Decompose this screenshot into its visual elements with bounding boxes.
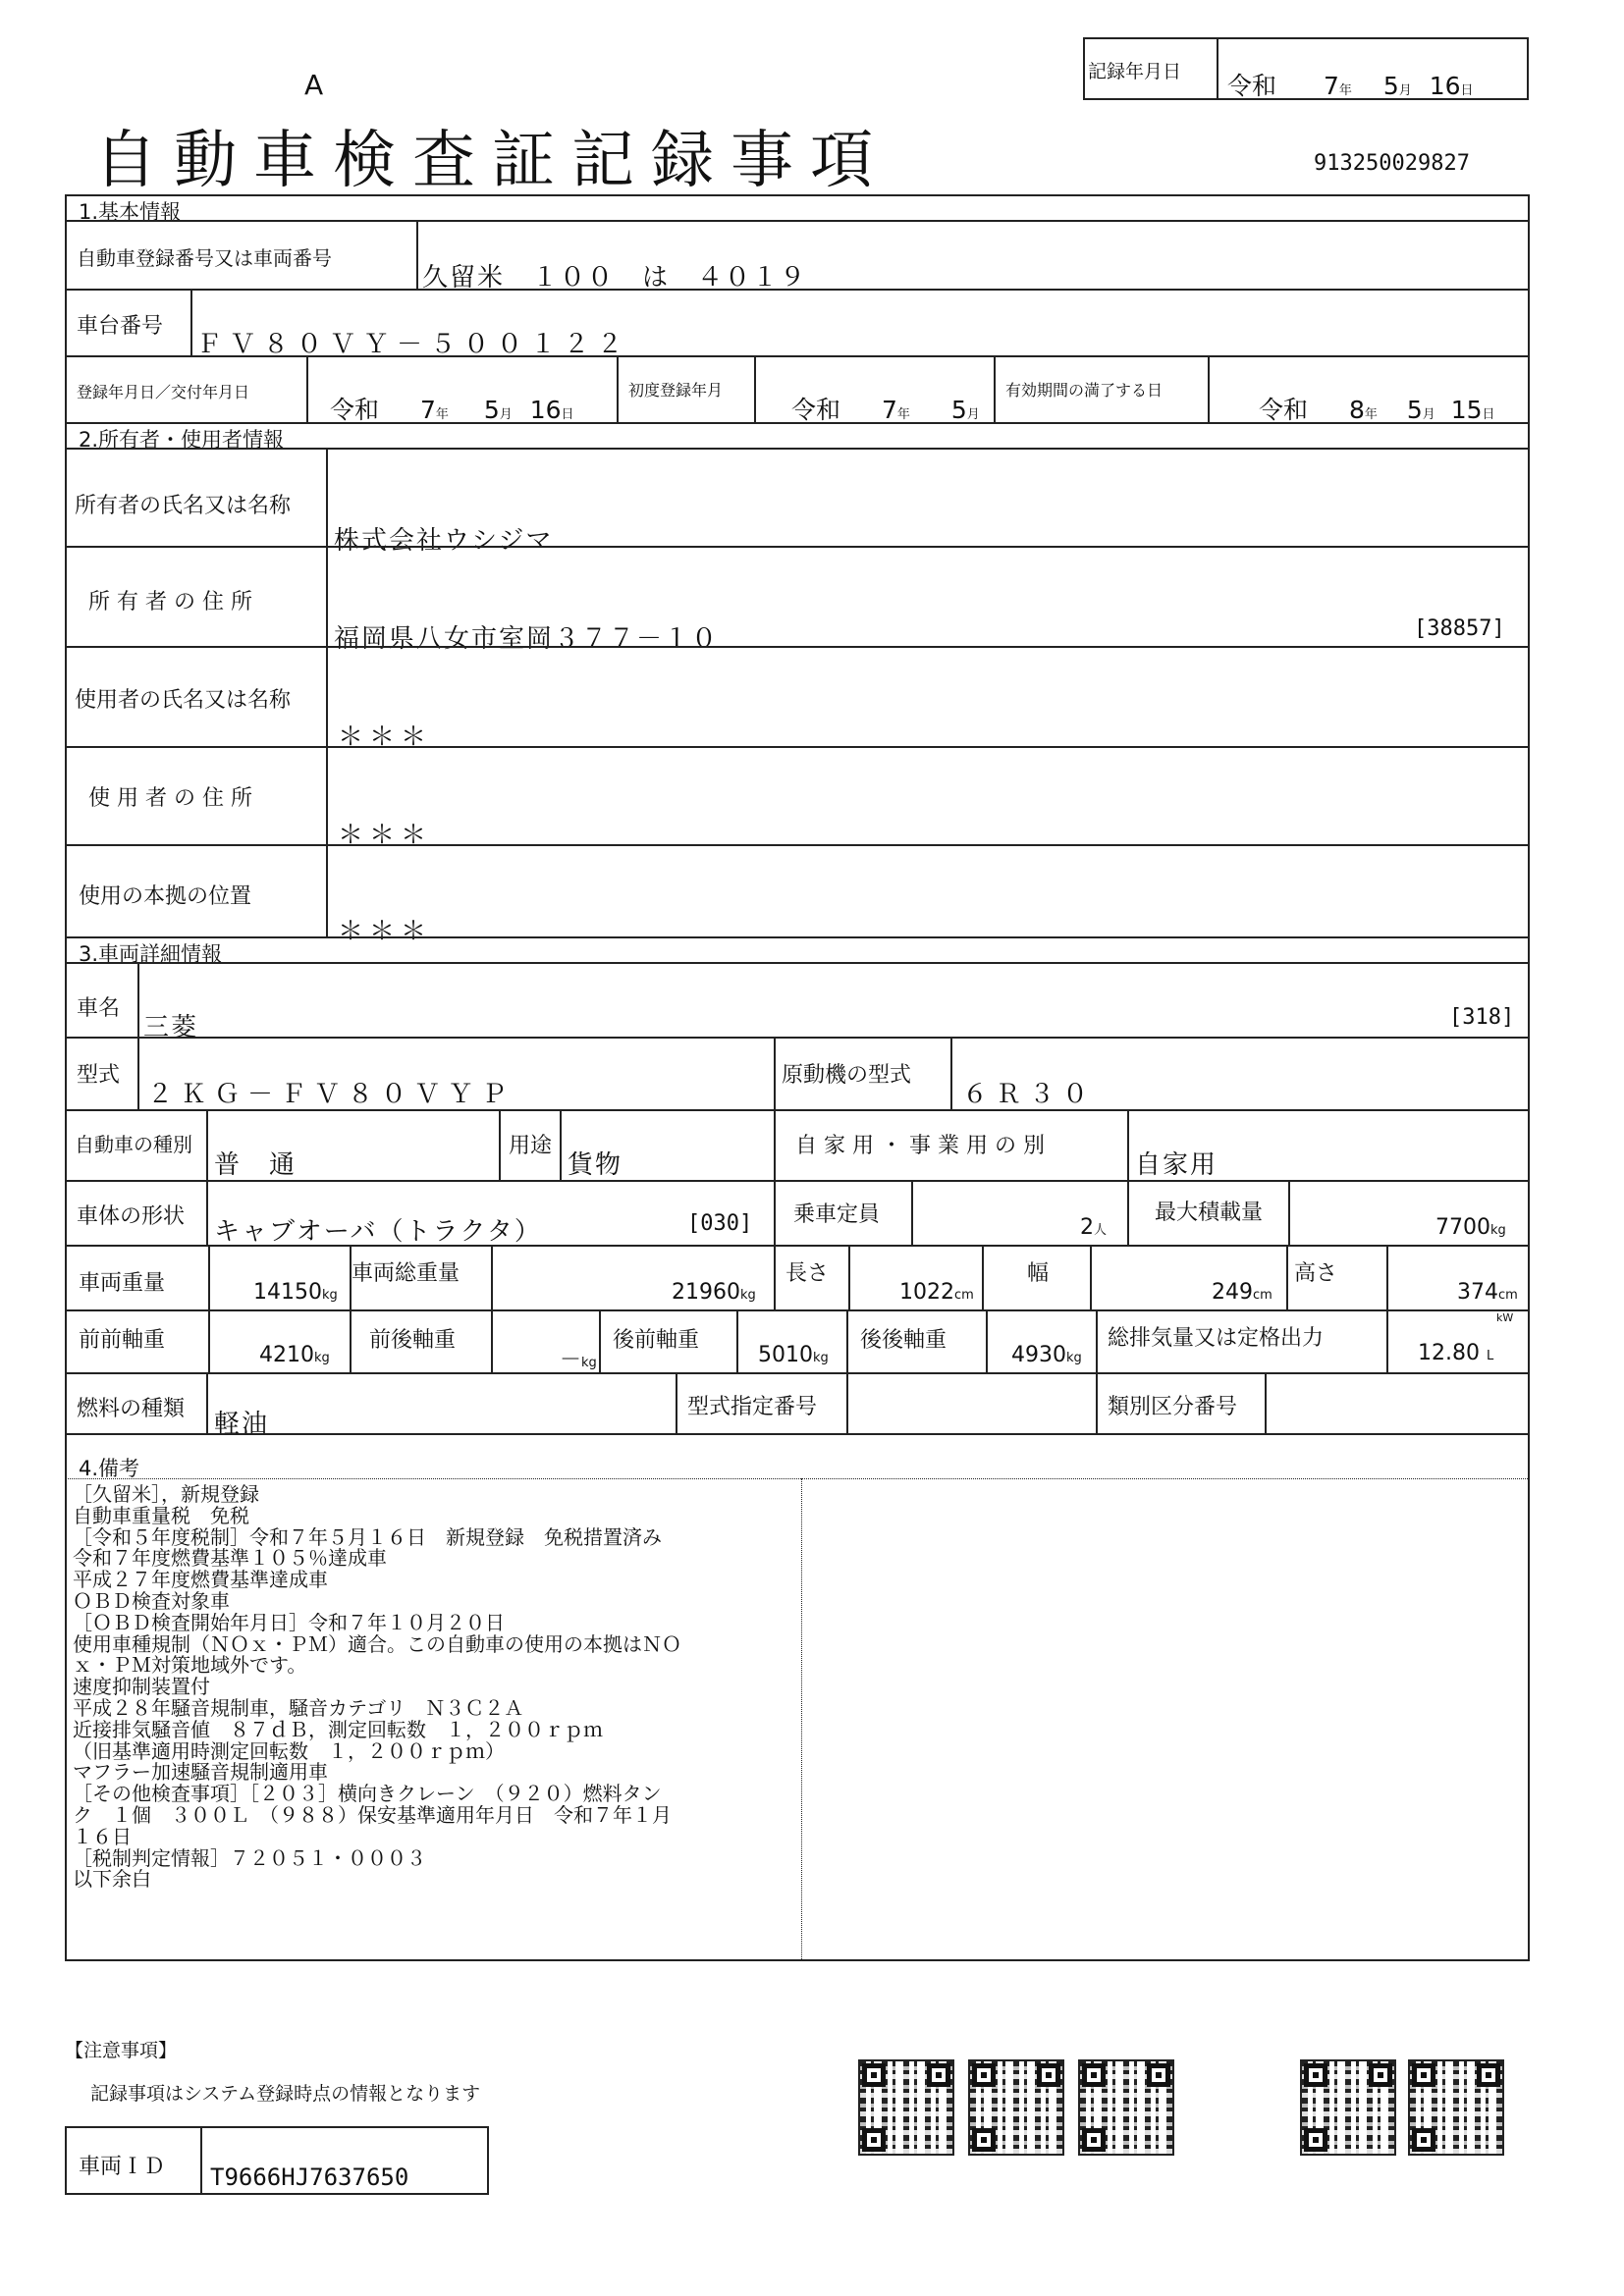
car-name-label: 車名 bbox=[77, 996, 121, 1021]
fr-axle-value: －kg bbox=[560, 1348, 597, 1372]
vehicle-type-value: 普 通 bbox=[214, 1150, 298, 1180]
vehicle-weight-value: 14150kg bbox=[253, 1280, 338, 1305]
section1-heading: 1.基本情報 bbox=[79, 200, 182, 224]
remark-line: ［久留米］，新規登録 bbox=[73, 1482, 259, 1506]
qr-code-1 bbox=[858, 2059, 954, 2156]
reg-number-value: 久留米 １００ は ４０１９ bbox=[422, 263, 808, 293]
expiry-value: 令和 8年 5月 15日 bbox=[1259, 396, 1495, 424]
reg-date-value: 令和 7年 5月 16日 bbox=[330, 396, 574, 424]
fr-axle-label: 前後軸重 bbox=[369, 1328, 457, 1353]
qr-code-2 bbox=[968, 2059, 1064, 2156]
section2-heading: 2.所有者・使用者情報 bbox=[79, 428, 285, 452]
private-business-value: 自家用 bbox=[1135, 1150, 1218, 1180]
notes-text: 記録事項はシステム登録時点の情報となります bbox=[90, 2083, 481, 2105]
height-label: 高さ bbox=[1294, 1261, 1338, 1286]
width-label: 幅 bbox=[1027, 1261, 1050, 1286]
reg-date-label: 登録年月日／交付年月日 bbox=[77, 383, 250, 401]
remark-line: 令和７年度燃費基準１０５％達成車 bbox=[73, 1546, 387, 1571]
length-value: 1022cm bbox=[899, 1280, 974, 1305]
body-shape-code: [030] bbox=[687, 1211, 753, 1236]
remark-line: ［その他検査事項］［２０３］横向きクレーン （９２０）燃料タン bbox=[73, 1782, 662, 1806]
chassis-value: ＦＶ８０ＶＹ－５００１２２ bbox=[196, 330, 631, 359]
vehicle-id-label: 車両ＩＤ bbox=[79, 2155, 166, 2179]
vehicle-type-label: 自動車の種別 bbox=[75, 1133, 192, 1156]
rr-axle-label: 後後軸重 bbox=[860, 1328, 947, 1353]
base-location-label: 使用の本拠の位置 bbox=[79, 884, 252, 909]
chassis-label: 車台番号 bbox=[77, 314, 164, 339]
qr-code-4 bbox=[1300, 2059, 1396, 2156]
fuel-label: 燃料の種類 bbox=[77, 1397, 186, 1421]
rf-axle-value: 5010kg bbox=[758, 1343, 829, 1367]
expiry-label: 有効期間の満了する日 bbox=[1005, 381, 1164, 400]
base-location-value: ＊＊＊ bbox=[338, 917, 433, 946]
remark-line: 平成２７年度燃費基準達成車 bbox=[73, 1568, 328, 1592]
max-load-value: 7700kg bbox=[1435, 1215, 1506, 1240]
owner-address-value: 福岡県八女市室岡３７７－１０ bbox=[334, 624, 720, 654]
model-value: ２ＫＧ－ＦＶ８０ＶＹＰ bbox=[147, 1080, 515, 1109]
owner-address-label: 所 有 者 の 住 所 bbox=[88, 590, 252, 614]
displacement-value: 12.80 L bbox=[1418, 1341, 1494, 1365]
ff-axle-label: 前前軸重 bbox=[79, 1328, 166, 1353]
remark-line: ＯＢＤ検査対象車 bbox=[73, 1588, 230, 1613]
private-business-label: 自 家 用 ・ 事 業 用 の 別 bbox=[795, 1134, 1045, 1158]
purpose-label: 用途 bbox=[509, 1134, 553, 1158]
capacity-value: 2人 bbox=[1080, 1215, 1108, 1240]
page-title: 自動車検査証記録事項 bbox=[94, 125, 890, 197]
engine-model-label: 原動機の型式 bbox=[782, 1063, 912, 1088]
section4-heading: 4.備考 bbox=[79, 1457, 140, 1480]
user-name-value: ＊＊＊ bbox=[338, 722, 433, 752]
user-address-value: ＊＊＊ bbox=[338, 821, 433, 850]
notes-heading: 【注意事項】 bbox=[65, 2040, 178, 2061]
ff-axle-value: 4210kg bbox=[259, 1343, 330, 1367]
owner-name-label: 所有者の氏名又は名称 bbox=[75, 494, 292, 518]
remarks-list bbox=[73, 1484, 799, 1891]
rf-axle-label: 後前軸重 bbox=[613, 1328, 700, 1353]
remark-line: 以下余白 bbox=[73, 1867, 151, 1892]
reg-number-label: 自動車登録番号又は車両番号 bbox=[77, 246, 332, 270]
first-reg-label: 初度登録年月 bbox=[628, 381, 724, 400]
remark-line: ｘ・ＰＭ対策地域外です。 bbox=[73, 1653, 307, 1678]
remark-line: マフラー加速騒音規制適用車 bbox=[73, 1760, 328, 1785]
remark-line: 自動車重量税 免税 bbox=[73, 1503, 249, 1527]
corner-letter: A bbox=[304, 69, 324, 101]
remark-line: 使用車種規制（ＮＯｘ・ＰＭ）適合。この自動車の使用の本拠はＮＯ bbox=[73, 1631, 681, 1656]
owner-name-value: 株式会社ウシジマ bbox=[334, 526, 554, 556]
qr-code-5 bbox=[1408, 2059, 1504, 2156]
body-shape-value: キャブオーバ（トラクタ） bbox=[214, 1217, 542, 1247]
height-value: 374cm bbox=[1457, 1280, 1518, 1305]
length-label: 長さ bbox=[785, 1261, 830, 1286]
kw-unit: kW bbox=[1496, 1311, 1514, 1324]
purpose-value: 貨物 bbox=[568, 1150, 623, 1180]
owner-address-code: [38857] bbox=[1414, 616, 1505, 641]
displacement-label: 総排気量又は定格出力 bbox=[1108, 1326, 1325, 1351]
gross-weight-value: 21960kg bbox=[672, 1280, 756, 1305]
remark-line: ［ＯＢＤ検査開始年月日］令和７年１０月２０日 bbox=[73, 1610, 505, 1634]
gross-weight-label: 車両総重量 bbox=[352, 1261, 460, 1286]
max-load-label: 最大積載量 bbox=[1155, 1201, 1264, 1225]
vehicle-id-value: T9666HJ7637650 bbox=[210, 2163, 409, 2191]
car-name-value: 三菱 bbox=[143, 1013, 199, 1042]
remark-line: ［令和５年度税制］令和７年５月１６日 新規登録 免税措置済み bbox=[73, 1524, 662, 1549]
record-date-value: 令和 7年 5月 16日 bbox=[1227, 72, 1474, 100]
category-label: 類別区分番号 bbox=[1108, 1395, 1238, 1419]
remark-line: ク １個 ３００Ｌ （９８８）保安基準適用年月日 令和７年１月 bbox=[73, 1802, 672, 1827]
fuel-value: 軽油 bbox=[214, 1410, 270, 1439]
user-name-label: 使用者の氏名又は名称 bbox=[75, 688, 292, 713]
user-address-label: 使 用 者 の 住 所 bbox=[88, 786, 252, 811]
record-date-label: 記録年月日 bbox=[1088, 61, 1182, 82]
remark-line: １６日 bbox=[73, 1824, 132, 1848]
model-label: 型式 bbox=[77, 1063, 121, 1088]
rr-axle-value: 4930kg bbox=[1011, 1343, 1082, 1367]
width-value: 249cm bbox=[1212, 1280, 1272, 1305]
remark-line: 平成２８年騒音規制車，騒音カテゴリ Ｎ３Ｃ２Ａ bbox=[73, 1695, 524, 1720]
document-number: 913250029827 bbox=[1314, 151, 1470, 176]
remark-line: ［税制判定情報］７２０５１・０００３ bbox=[73, 1845, 426, 1870]
qr-code-3 bbox=[1078, 2059, 1174, 2156]
type-designation-label: 型式指定番号 bbox=[687, 1395, 818, 1419]
first-reg-value: 令和 7年 5月 bbox=[791, 396, 980, 424]
car-name-code: [318] bbox=[1449, 1005, 1515, 1030]
remark-line: 速度抑制装置付 bbox=[73, 1675, 210, 1699]
remark-line: （旧基準適用時測定回転数 １，２００ｒｐｍ） bbox=[73, 1738, 505, 1763]
section3-heading: 3.車両詳細情報 bbox=[79, 942, 223, 966]
capacity-label: 乗車定員 bbox=[793, 1202, 881, 1227]
remark-line: 近接排気騒音値 ８７ｄＢ，測定回転数 １，２００ｒｐｍ bbox=[73, 1717, 603, 1741]
body-shape-label: 車体の形状 bbox=[77, 1204, 186, 1229]
engine-model-value: ６Ｒ３０ bbox=[962, 1080, 1097, 1109]
vehicle-weight-label: 車両重量 bbox=[79, 1271, 166, 1296]
